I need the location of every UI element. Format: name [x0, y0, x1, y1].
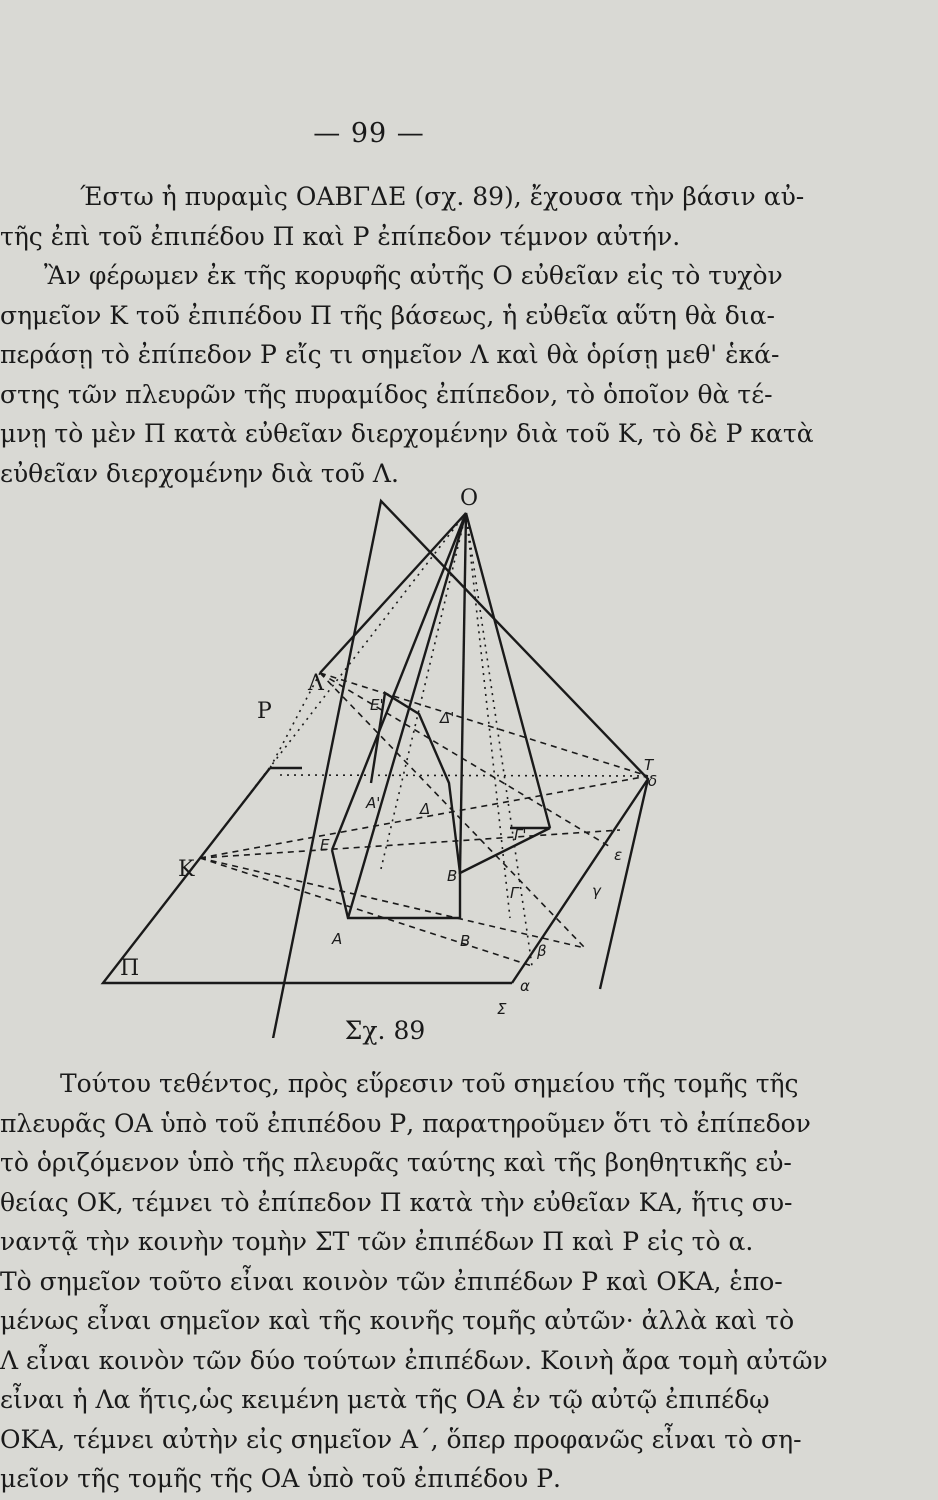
paragraph-line: στης τῶν πλευρῶν τῆς πυραμίδος ἐπίπεδον, τὸ ὁποῖον θὰ τέ-: [0, 379, 773, 409]
paragraph-line: Τούτου τεθέντος, πρὸς εὕρεσιν τοῦ σημείου τῆς τομῆς τῆς: [60, 1069, 799, 1098]
label-delta-prime: Δ': [440, 709, 455, 727]
label-sigma: Σ: [497, 1000, 507, 1018]
dotted-line: [466, 513, 532, 966]
pyramid-figure: [80, 478, 720, 1038]
dashed-line: [200, 858, 532, 966]
label-delta: Δ: [420, 800, 431, 818]
label-p: P: [257, 699, 272, 724]
paragraph-line: μνῃ τὸ μὲν Π κατὰ εὐθεῖαν διερχομένην διὰ τοῦ Κ, τὸ δὲ Ρ κατὰ: [0, 419, 814, 448]
paragraph-3: [0, 1064, 828, 1499]
line-sigma-t: [512, 779, 648, 983]
paragraph-line: τῆς ἐπὶ τοῦ ἐπιπέδου Π καὶ Ρ ἐπίπεδον τέμνον αὐτήν.: [0, 221, 681, 251]
edge-o-lambda: [320, 513, 466, 673]
paragraph-line: Τὸ σημεῖον τοῦτο εἶναι κοινὸν τῶν ἐπιπέδων Ρ καὶ ΟΚΑ, ἑπο-: [0, 1266, 783, 1296]
paragraph-line: περάσῃ τὸ ἐπίπεδον Ρ εἴς τι σημεῖον Λ καὶ θὰ ὁρίσῃ μεθ' ἑκά-: [0, 340, 780, 369]
dashed-line: [200, 830, 620, 858]
edge-oe: [332, 513, 466, 850]
label-alpha: α: [520, 977, 530, 995]
paragraph-line: σημεῖον Κ τοῦ ἐπιπέδου Π τῆς βάσεως, ἡ εὐθεῖα αὕτη θὰ δια-: [0, 300, 775, 330]
paragraph-line: εἶναι ἡ Λα ἥτις,ὡς κειμένη μετὰ τῆς ΟΑ ἐν τῷ αὐτῷ ἐπιπέδῳ: [0, 1385, 770, 1414]
label-gamma-small: γ: [592, 882, 601, 900]
label-e: E: [320, 836, 330, 854]
figure-caption: Σχ. 89: [344, 1016, 426, 1045]
paragraph-line: εὐθεῖαν διερχομένην διὰ τοῦ Λ.: [0, 458, 399, 488]
label-lambda: Λ: [308, 671, 324, 696]
paragraph-line: Έστω ἡ πυραμὶς ΟΑΒΓΔΕ (σχ. 89), ἔχουσα τὴν βάσιν αὐ-: [80, 182, 805, 211]
dotted-line: [280, 775, 648, 776]
dotted-line: [466, 513, 510, 918]
paragraph-line: πλευρᾶς ΟΑ ὑπὸ τοῦ ἐπιπέδου Ρ, παρατηροῦμεν ὅτι τὸ ἐπίπεδον: [0, 1108, 811, 1138]
label-t: T: [644, 756, 654, 774]
paragraph-2: [0, 256, 814, 493]
label-o: O: [460, 486, 479, 511]
label-b: B: [460, 932, 471, 950]
page-number: — 99 —: [313, 118, 425, 149]
paragraph-line: μεῖον τῆς τομῆς τῆς ΟΑ ὑπὸ τοῦ ἐπιπέδου Ρ.: [0, 1464, 561, 1493]
paragraph-line: τὸ ὁριζόμενον ὑπὸ τῆς πλευρᾶς ταύτης καὶ τῆς βοηθητικῆς εὐ-: [0, 1148, 792, 1177]
paragraph-line: θείας ΟΚ, τέμνει τὸ ἐπίπεδον Π κατὰ τὴν εὐθεῖαν ΚΑ, ἥτις συ-: [0, 1187, 793, 1217]
label-beta: β: [537, 942, 547, 960]
label-delta-small: δ: [648, 772, 658, 790]
paragraph-line: ΟΚΑ, τέμνει αὐτὴν εἰς σημεῖον Α΄, ὅπερ προφανῶς εἶναι τὸ ση-: [0, 1424, 802, 1454]
paragraph-line: Λ εἶναι κοινὸν τῶν δύο τούτων ἐπιπέδων. Κοινὴ ἄρα τομὴ αὐτῶν: [0, 1345, 828, 1375]
dashed-line: [200, 858, 585, 948]
label-epsilon: ε: [614, 846, 623, 864]
paragraph-line: μένως εἶναι σημεῖον καὶ τῆς κοινῆς τομῆς αὐτῶν· ἀλλὰ καὶ τὸ: [0, 1306, 795, 1335]
label-a: A: [332, 930, 343, 948]
label-pi: Π: [120, 956, 140, 981]
dashed-line: [320, 673, 612, 848]
label-a-prime: A': [366, 794, 381, 812]
edge-og: [466, 513, 550, 828]
paragraph-line: Ἂν φέρωμεν ἐκ τῆς κορυφῆς αὐτῆς Ο εὐθεῖαν εἰς τὸ τυχὸν: [44, 261, 783, 290]
label-gamma: Γ: [510, 884, 519, 902]
label-e-prime: E': [370, 696, 384, 714]
paragraph-1: [0, 177, 805, 256]
label-gamma-prime: Γ': [514, 826, 527, 844]
label-k: K: [178, 857, 195, 882]
paragraph-line: ναντᾷ τὴν κοινὴν τομὴν ΣΤ τῶν ἐπιπέδων Π καὶ Ρ εἰς τὸ α.: [0, 1227, 754, 1256]
label-b-prime: B': [447, 867, 462, 885]
